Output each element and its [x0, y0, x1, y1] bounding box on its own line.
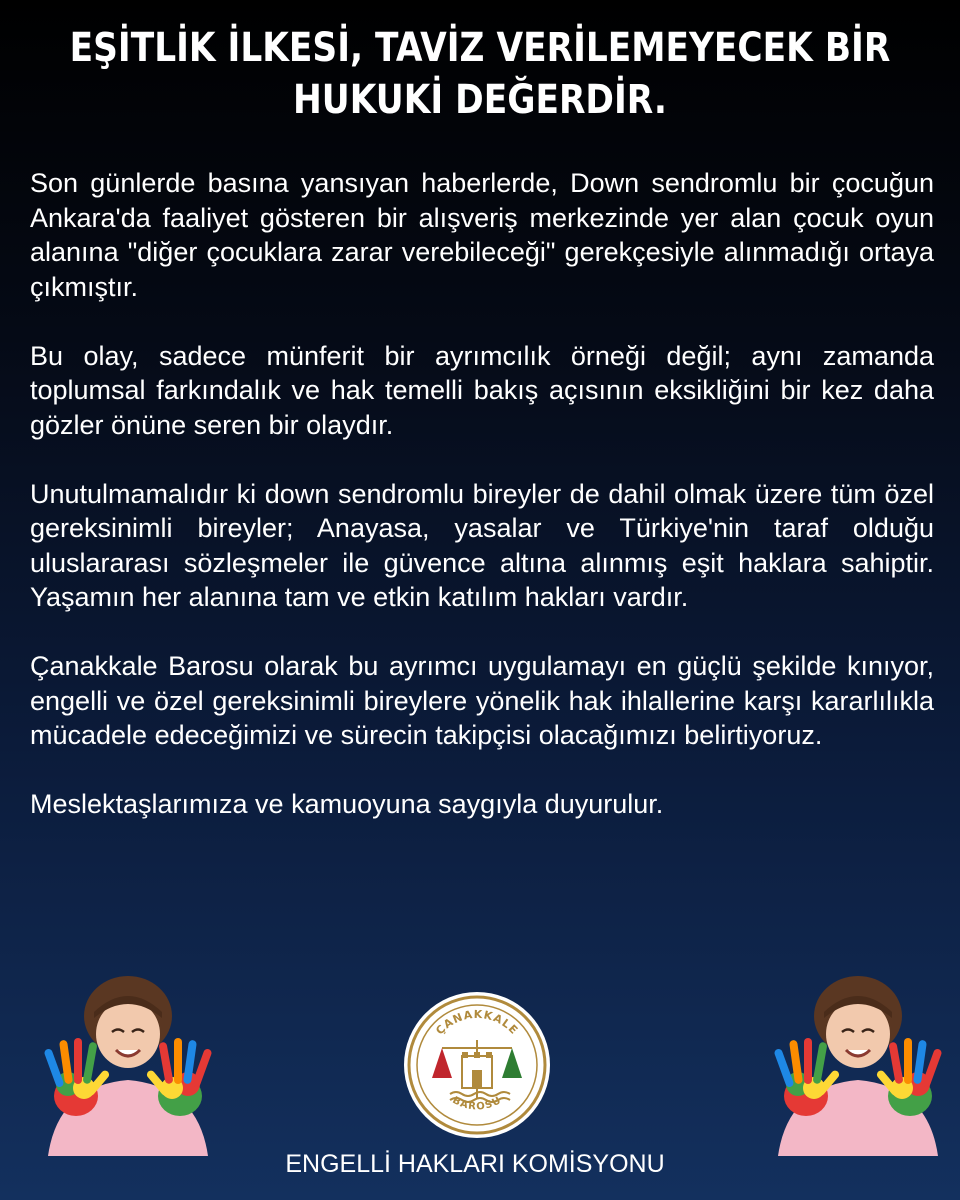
canakkale-barosu-logo	[402, 990, 552, 1140]
page-title: EŞİTLİK İLKESİ, TAVİZ VERİLEMEYECEK BİR HUKUKİ DEĞERDİR.	[69, 25, 891, 123]
paragraph-1: Son günlerde basına yansıyan haberlerde, Down sendromlu bir çocuğun Ankara'da faaliyet gösteren bir alışveriş merkezinde yer alan çocuk oyun alanına "diğer çocuklara zarar verebileceği" gerekçesiyle alınmadığı ortaya çıkmıştır.	[30, 168, 934, 302]
paragraph-5: Meslektaşlarımıza ve kamuoyuna saygıyla duyurulur.	[30, 789, 664, 819]
child-painted-hands-icon	[28, 976, 228, 1156]
logo-top-text: ÇANAKKALE	[433, 1007, 521, 1038]
paragraph-4: Çanakkale Barosu olarak bu ayrımcı uygulamayı en güçlü şekilde kınıyor, engelli ve özel gereksinimli bireylere yönelik hak ihlallerine karşı kararlılıkla mücadele edeceğimizi ve sürecin takipçisi olacağımızı belirtiyoruz.	[30, 651, 934, 750]
committee-name: ENGELLİ HAKLARI KOMİSYONU	[285, 1150, 665, 1178]
paragraph-2: Bu olay, sadece münferit bir ayrımcılık örneği değil; aynı zamanda toplumsal farkındalık ve hak temelli bakış açısının eksikliğini bir kez daha gözler önüne seren bir olaydır.	[30, 340, 934, 440]
child-painted-hands-icon	[758, 976, 958, 1156]
paragraph-3: Unutulmamalıdır ki down sendromlu bireyler de dahil olmak üzere tüm özel gereksinimli bireyler; Anayasa, yasalar ve Türkiye'nin taraf olduğu uluslararası sözleşmeler ile güvence altına alınmış eşit haklara sahiptir. Yaşamın her alanına tam ve etkin katılım hakları vardır.	[30, 478, 934, 612]
logo-bottom-text: BAROSU	[450, 1094, 504, 1113]
statement-body	[30, 166, 934, 822]
